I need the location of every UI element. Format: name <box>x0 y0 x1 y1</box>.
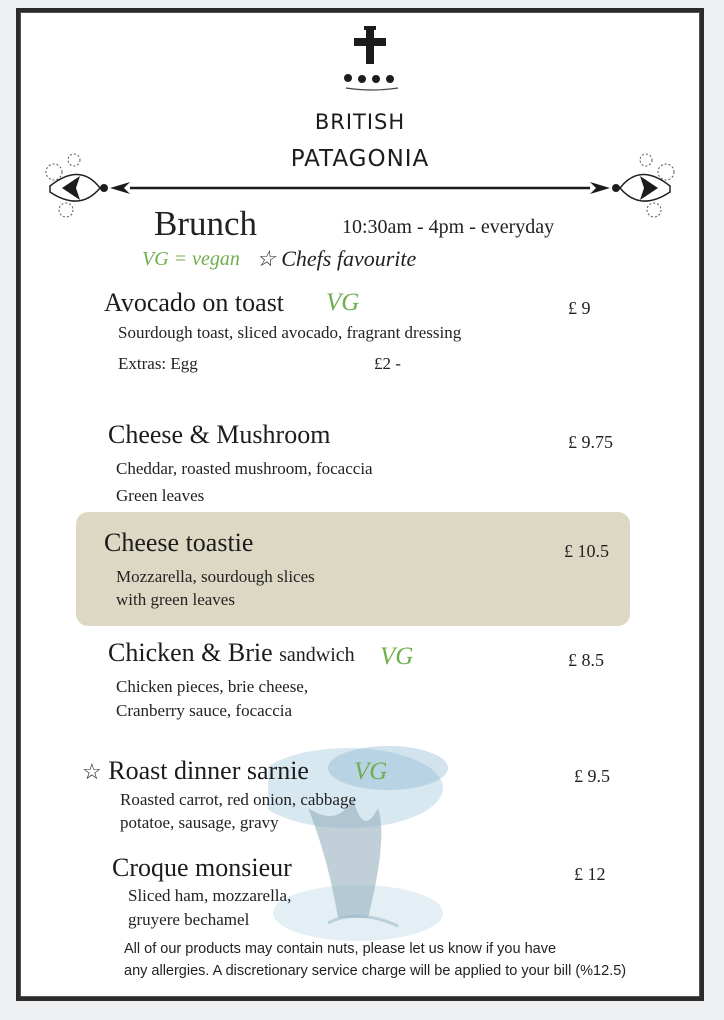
brand-line-1: BRITISH <box>314 110 406 134</box>
item-extras-price: £2 - <box>374 354 401 373</box>
cross-logo-icon <box>350 26 390 66</box>
vegan-badge: VG <box>354 758 388 785</box>
item-price: £ 8.5 <box>568 650 604 670</box>
item-description: Roasted carrot, red onion, cabbage <box>120 790 357 809</box>
item-name <box>108 638 355 668</box>
menu-page <box>16 8 704 1001</box>
brand-line-2: PATAGONIA <box>290 146 430 172</box>
item-description: gruyere bechamel <box>128 910 250 929</box>
item-extras: Extras: Egg <box>118 354 198 373</box>
fleur-right-icon <box>590 154 674 217</box>
item-description: Mozzarella, sourdough slices <box>116 567 315 586</box>
item-description: Green leaves <box>116 486 205 505</box>
legend-chefs-favourite: ☆ Chefs favourite <box>256 246 417 271</box>
legend-vegan: VG = vegan <box>142 248 240 270</box>
item-description: Cranberry sauce, focaccia <box>116 701 293 720</box>
ornamental-divider <box>40 152 680 222</box>
item-description: with green leaves <box>116 590 235 609</box>
item-price: £ 9 <box>568 298 591 318</box>
item-description: potatoe, sausage, gravy <box>120 813 279 832</box>
item-description: Cheddar, roasted mushroom, focaccia <box>116 459 373 478</box>
vegan-badge: VG <box>380 643 414 670</box>
footnote-line-2: any allergies. A discretionary service charge will be applied to your bill (%12.5) <box>124 963 627 979</box>
footnote-line-1: All of our products may contain nuts, please let us know if you have <box>124 941 557 957</box>
item-price: £ 9.5 <box>574 766 610 786</box>
menu-title: Brunch <box>154 204 258 243</box>
vegan-badge: VG <box>326 289 360 316</box>
item-price: £ 10.5 <box>564 541 609 561</box>
item-name-suffix: sandwich <box>279 644 355 666</box>
chefs-favourite-star-icon: ☆ <box>82 759 102 784</box>
opening-hours: 10:30am - 4pm - everyday <box>342 216 555 238</box>
item-price: £ 12 <box>574 864 606 884</box>
item-name: Croque monsieur <box>112 853 292 882</box>
item-name-main: Roast dinner sarnie <box>108 756 309 785</box>
item-price: £ 9.75 <box>568 432 613 452</box>
item-description: Sourdough toast, sliced avocado, fragrant dressing <box>118 323 462 342</box>
item-description: Chicken pieces, brie cheese, <box>116 677 309 696</box>
item-name: Avocado on toast <box>104 288 285 317</box>
logo-dots-icon <box>342 70 402 96</box>
fleur-left-icon <box>46 154 130 217</box>
item-name: Cheese toastie <box>104 528 254 557</box>
item-name: Cheese & Mushroom <box>108 420 331 449</box>
allergy-footnote <box>124 938 644 982</box>
item-name-main: Chicken & Brie <box>108 638 273 667</box>
item-name <box>82 756 309 786</box>
item-description: Sliced ham, mozzarella, <box>128 886 292 905</box>
